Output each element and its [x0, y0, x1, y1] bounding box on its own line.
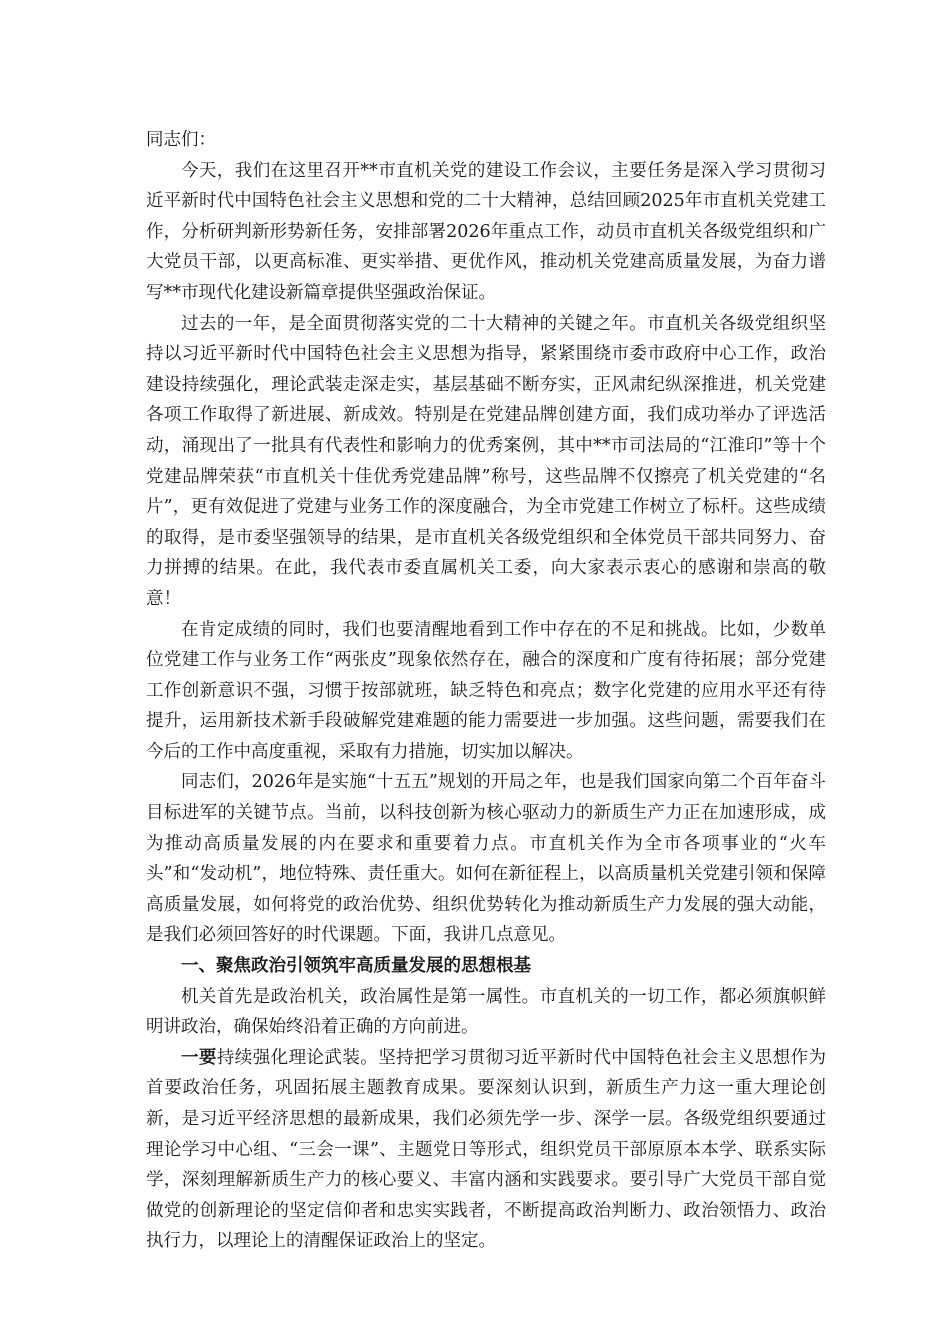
salutation: 同志们： — [146, 130, 216, 150]
paragraph-theory-body: 持续强化理论武装。坚持把学习贯彻习近平新时代中国特色社会主义思想作为首要政治任务，巩固拓展主题教育成果。要深刻认识到，新质生产力这一重大理论创新，是习近平经济思想的最新成果，我们必须先学一步、深学一层。各级党组织要通过理论学习中心组、“三会一课”、主题党日等形式，组织党员干部原原本本学、联系实际学，深刻理解新质生产力的核心要义、丰富内涵和实践要求。要引导广大党员干部自觉做党的创新理论的坚定信仰者和忠实实践者，不断提高政治判断力、政治领悟力、政治执行力，以理论上的清醒保证政治上的坚定。 — [146, 1047, 826, 1252]
document-body — [146, 125, 826, 1257]
paragraph-political: 机关首先是政治机关，政治属性是第一属性。市直机关的一切工作，都必须旗帜鲜明讲政治，确保始终沿着正确的方向前进。 — [146, 986, 826, 1038]
paragraph-opening: 今天，我们在这里召开**市直机关党的建设工作会议，主要任务是深入学习贯彻习近平新时代中国特色社会主义思想和党的二十大精神，总结回顾2025年市直机关党建工作，分析研判新形势新任务，安排部署2026年重点工作，动员市直机关各级党组织和广大党员干部，以更高标准、更实举措、更优作风，推动机关党建高质量发展，为奋力谱写**市现代化建设新篇章提供坚强政治保证。 — [146, 160, 826, 303]
paragraph-review: 过去的一年，是全面贯彻落实党的二十大精神的关键之年。市直机关各级党组织坚持以习近平新时代中国特色社会主义思想为指导，紧紧围绕市委市政府中心工作，政治建设持续强化，理论武装走深走实，基层基础不断夯实，正风肃纪纵深推进，机关党建各项工作取得了新进展、新成效。特别是在党建品牌创建方面，我们成功举办了评选活动，涌现出了一批具有代表性和影响力的优秀案例，其中**市司法局的“江淮印”等十个党建品牌荣获“市直机关十佳优秀党建品牌”称号，这些品牌不仅擦亮了机关党建的“名片”，更有效促进了党建与业务工作的深度融合，为全市党建工作树立了标杆。这些成绩的取得，是市委坚强领导的结果，是市直机关各级党组织和全体党员干部共同努力、奋力拼搏的结果。在此，我代表市委直属机关工委，向大家表示衷心的感谢和崇高的敬意！ — [146, 313, 826, 609]
paragraph-context: 同志们，2026年是实施“十五五”规划的开局之年，也是我们国家向第二个百年奋斗目标进军的关键节点。当前，以科技创新为核心驱动力的新质生产力正在加速形成，成为推动高质量发展的内在要求和重要着力点。市直机关作为全市各项事业的“火车头”和“发动机”，地位特殊、责任重大。如何在新征程上，以高质量机关党建引领和保障高质量发展，如何将党的政治优势、组织优势转化为推动新质生产力发展的强大动能，是我们必须回答好的时代课题。下面，我讲几点意见。 — [146, 772, 826, 946]
paragraph-lead: 一要 — [181, 1047, 217, 1068]
paragraph-theory — [146, 1043, 826, 1257]
paragraph-shortcomings: 在肯定成绩的同时，我们也要清醒地看到工作中存在的不足和挑战。比如，少数单位党建工作与业务工作“两张皮”现象依然存在，融合的深度和广度有待拓展；部分党建工作创新意识不强，习惯于按部就班，缺乏特色和亮点；数字化党建的应用水平还有待提升，运用新技术新手段破解党建难题的能力需要进一步加强。这些问题，需要我们在今后的工作中高度重视，采取有力措施，切实加以解决。 — [146, 619, 826, 762]
section-heading-1: 一、聚焦政治引领筑牢高质量发展的思想根基 — [181, 956, 531, 977]
